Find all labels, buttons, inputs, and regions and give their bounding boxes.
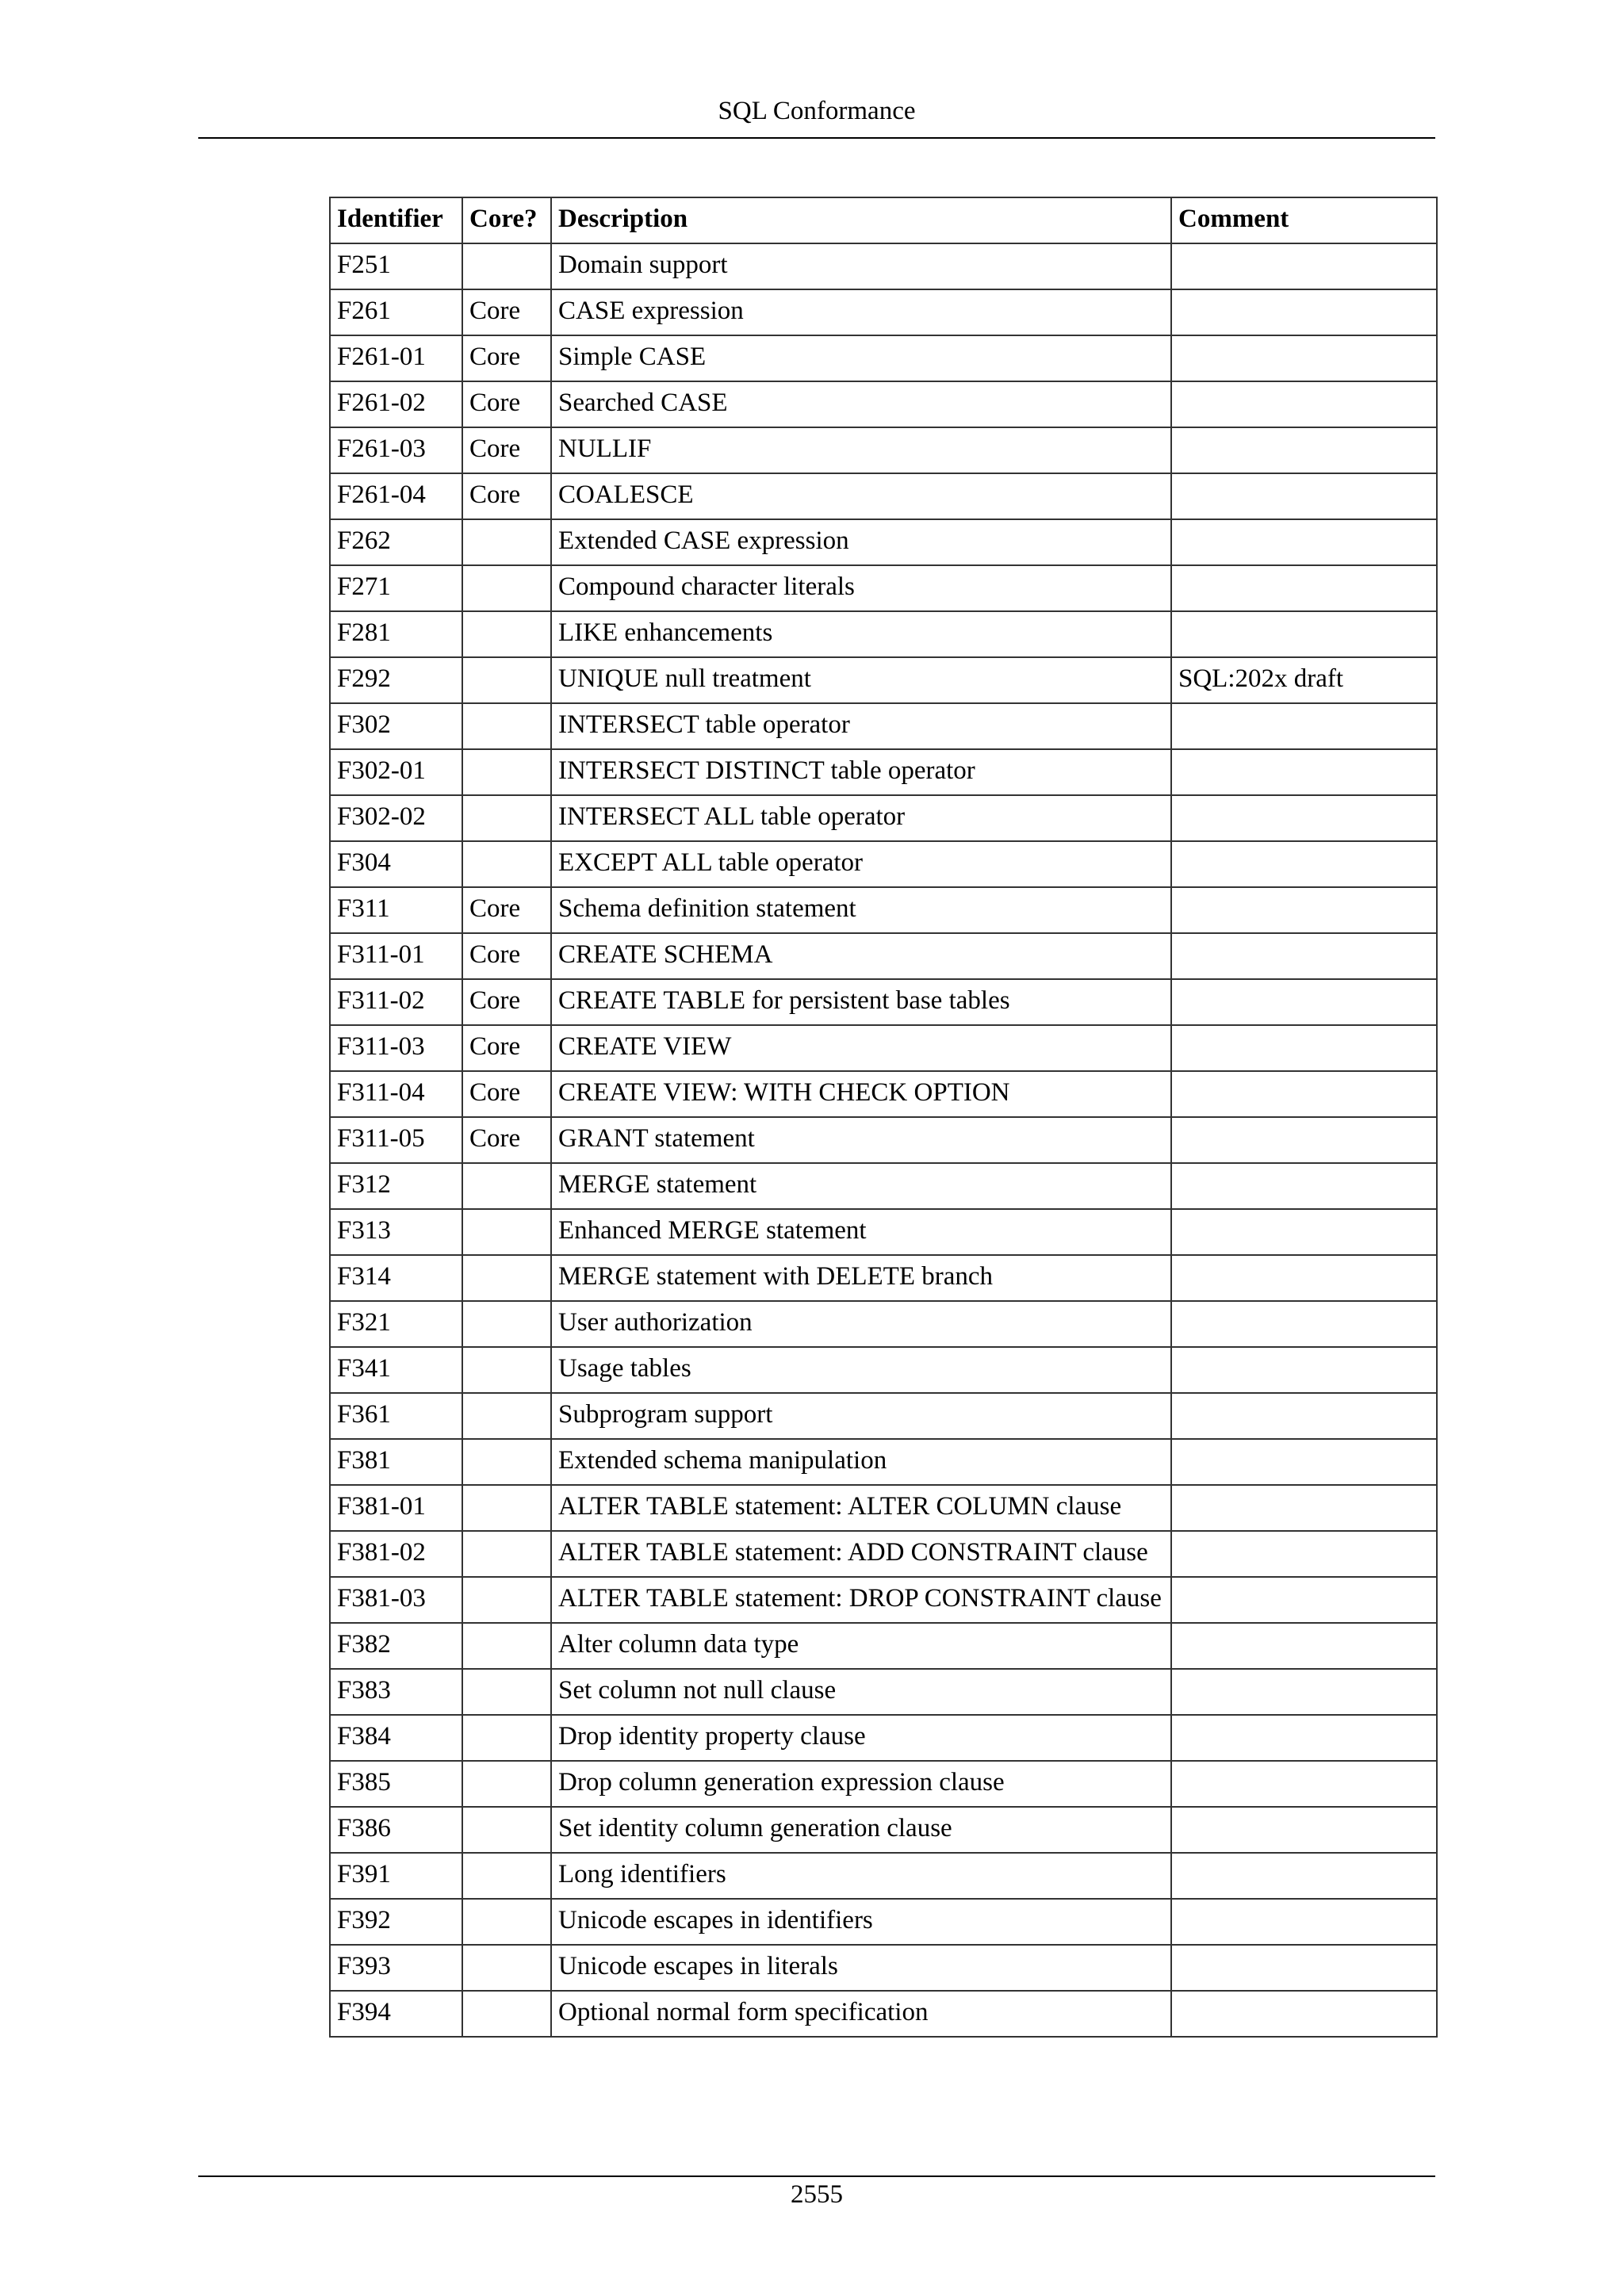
table-body [330,243,1437,2037]
cell-core [462,1255,551,1301]
cell-core: Core [462,1025,551,1071]
table-row [330,887,1437,933]
table-row [330,749,1437,795]
cell-core [462,795,551,841]
cell-description: Alter column data type [551,1623,1171,1669]
table-row [330,381,1437,427]
cell-description: NULLIF [551,427,1171,473]
cell-comment [1171,519,1437,565]
table-row [330,1577,1437,1623]
table-row [330,1945,1437,1991]
table-row [330,703,1437,749]
cell-identifier: F386 [330,1807,462,1853]
cell-core [462,1945,551,1991]
table-row [330,243,1437,289]
cell-comment [1171,1945,1437,1991]
cell-core [462,1163,551,1209]
table-row [330,1853,1437,1899]
cell-identifier: F394 [330,1991,462,2037]
cell-identifier: F391 [330,1853,462,1899]
table-row [330,979,1437,1025]
cell-identifier: F311 [330,887,462,933]
cell-identifier: F262 [330,519,462,565]
table-row [330,1715,1437,1761]
cell-description: Compound character literals [551,565,1171,611]
cell-description: Drop column generation expression clause [551,1761,1171,1807]
table-row [330,1991,1437,2037]
conformance-table [329,197,1438,2038]
table-row [330,795,1437,841]
cell-comment [1171,335,1437,381]
table-row [330,1025,1437,1071]
cell-comment [1171,243,1437,289]
cell-comment [1171,703,1437,749]
cell-identifier: F311-05 [330,1117,462,1163]
table-row [330,1899,1437,1945]
cell-identifier: F385 [330,1761,462,1807]
column-header-comment: Comment [1171,197,1437,243]
cell-core: Core [462,473,551,519]
cell-description: CREATE SCHEMA [551,933,1171,979]
cell-description: Unicode escapes in identifiers [551,1899,1171,1945]
cell-identifier: F384 [330,1715,462,1761]
cell-comment [1171,887,1437,933]
table-row [330,841,1437,887]
cell-core [462,611,551,657]
cell-core: Core [462,335,551,381]
cell-core: Core [462,427,551,473]
cell-core: Core [462,979,551,1025]
cell-description: User authorization [551,1301,1171,1347]
table-row [330,1301,1437,1347]
cell-comment [1171,841,1437,887]
cell-comment [1171,473,1437,519]
footer-rule [198,2175,1435,2177]
cell-core [462,1669,551,1715]
cell-identifier: F261-04 [330,473,462,519]
cell-identifier: F302-01 [330,749,462,795]
cell-comment [1171,1255,1437,1301]
table-row [330,1807,1437,1853]
cell-identifier: F392 [330,1899,462,1945]
cell-core [462,1439,551,1485]
cell-comment [1171,1991,1437,2037]
cell-core [462,243,551,289]
cell-description: Simple CASE [551,335,1171,381]
header-rule [198,137,1435,139]
cell-comment [1171,427,1437,473]
cell-core [462,1853,551,1899]
cell-identifier: F341 [330,1347,462,1393]
cell-identifier: F261-02 [330,381,462,427]
cell-description: EXCEPT ALL table operator [551,841,1171,887]
table-row [330,1117,1437,1163]
cell-comment [1171,1853,1437,1899]
cell-identifier: F381-02 [330,1531,462,1577]
table-row [330,611,1437,657]
cell-core: Core [462,1071,551,1117]
page-header-title: SQL Conformance [718,97,916,125]
cell-description: Unicode escapes in literals [551,1945,1171,1991]
cell-identifier: F251 [330,243,462,289]
cell-description: MERGE statement [551,1163,1171,1209]
column-header-core: Core? [462,197,551,243]
cell-comment [1171,1485,1437,1531]
cell-description: CREATE TABLE for persistent base tables [551,979,1171,1025]
table-row [330,1209,1437,1255]
cell-comment [1171,1531,1437,1577]
cell-core [462,1393,551,1439]
table-row [330,1071,1437,1117]
table-row [330,933,1437,979]
cell-description: Enhanced MERGE statement [551,1209,1171,1255]
cell-comment [1171,1623,1437,1669]
cell-core [462,1577,551,1623]
cell-comment [1171,1577,1437,1623]
cell-comment [1171,1301,1437,1347]
cell-identifier: F381-01 [330,1485,462,1531]
table-row [330,519,1437,565]
cell-description: Set column not null clause [551,1669,1171,1715]
cell-description: Optional normal form specification [551,1991,1171,2037]
cell-identifier: F304 [330,841,462,887]
cell-comment [1171,749,1437,795]
cell-description: ALTER TABLE statement: DROP CONSTRAINT clause [551,1577,1171,1623]
cell-description: CASE expression [551,289,1171,335]
cell-comment [1171,1347,1437,1393]
cell-core [462,1899,551,1945]
cell-comment: SQL:202x draft [1171,657,1437,703]
table-row [330,473,1437,519]
cell-description: Extended schema manipulation [551,1439,1171,1485]
cell-identifier: F302 [330,703,462,749]
table-row [330,1761,1437,1807]
cell-identifier: F381 [330,1439,462,1485]
cell-identifier: F311-04 [330,1071,462,1117]
cell-core: Core [462,887,551,933]
table-row [330,335,1437,381]
cell-comment [1171,1393,1437,1439]
cell-comment [1171,979,1437,1025]
page-number: 2555 [791,2180,843,2209]
table-row [330,657,1437,703]
cell-core [462,1209,551,1255]
cell-core [462,1531,551,1577]
cell-comment [1171,611,1437,657]
cell-identifier: F361 [330,1393,462,1439]
cell-description: Searched CASE [551,381,1171,427]
cell-core [462,1761,551,1807]
table-row [330,1623,1437,1669]
cell-core [462,1301,551,1347]
cell-core [462,1807,551,1853]
cell-description: INTERSECT table operator [551,703,1171,749]
cell-comment [1171,1899,1437,1945]
cell-description: COALESCE [551,473,1171,519]
cell-comment [1171,1117,1437,1163]
table-row [330,1669,1437,1715]
cell-identifier: F393 [330,1945,462,1991]
cell-core [462,1623,551,1669]
cell-description: Domain support [551,243,1171,289]
column-header-identifier: Identifier [330,197,462,243]
cell-identifier: F313 [330,1209,462,1255]
cell-description: INTERSECT ALL table operator [551,795,1171,841]
cell-identifier: F292 [330,657,462,703]
cell-core [462,841,551,887]
cell-description: Set identity column generation clause [551,1807,1171,1853]
cell-description: CREATE VIEW [551,1025,1171,1071]
cell-comment [1171,289,1437,335]
table-row [330,1163,1437,1209]
cell-description: ALTER TABLE statement: ADD CONSTRAINT clause [551,1531,1171,1577]
cell-core [462,703,551,749]
cell-identifier: F312 [330,1163,462,1209]
cell-description: Extended CASE expression [551,519,1171,565]
cell-identifier: F281 [330,611,462,657]
cell-description: CREATE VIEW: WITH CHECK OPTION [551,1071,1171,1117]
cell-description: ALTER TABLE statement: ALTER COLUMN clause [551,1485,1171,1531]
cell-comment [1171,1025,1437,1071]
cell-comment [1171,1761,1437,1807]
cell-identifier: F311-02 [330,979,462,1025]
table-row [330,427,1437,473]
cell-comment [1171,795,1437,841]
cell-core [462,1347,551,1393]
table-row [330,1393,1437,1439]
cell-identifier: F261-01 [330,335,462,381]
cell-identifier: F314 [330,1255,462,1301]
column-header-description: Description [551,197,1171,243]
cell-core [462,1485,551,1531]
cell-core: Core [462,289,551,335]
cell-identifier: F382 [330,1623,462,1669]
cell-identifier: F261-03 [330,427,462,473]
cell-identifier: F311-03 [330,1025,462,1071]
cell-description: INTERSECT DISTINCT table operator [551,749,1171,795]
cell-core [462,1991,551,2037]
table-row [330,1255,1437,1301]
cell-comment [1171,1071,1437,1117]
cell-core [462,1715,551,1761]
table-row [330,1531,1437,1577]
cell-identifier: F302-02 [330,795,462,841]
cell-comment [1171,565,1437,611]
cell-description: Usage tables [551,1347,1171,1393]
cell-identifier: F261 [330,289,462,335]
cell-description: Schema definition statement [551,887,1171,933]
cell-core: Core [462,381,551,427]
cell-description: Long identifiers [551,1853,1171,1899]
cell-core: Core [462,933,551,979]
table-row [330,1485,1437,1531]
cell-description: GRANT statement [551,1117,1171,1163]
cell-identifier: F383 [330,1669,462,1715]
cell-description: UNIQUE null treatment [551,657,1171,703]
cell-comment [1171,1807,1437,1853]
cell-comment [1171,1669,1437,1715]
cell-identifier: F381-03 [330,1577,462,1623]
table-row [330,1347,1437,1393]
cell-comment [1171,1439,1437,1485]
cell-core [462,657,551,703]
cell-comment [1171,1163,1437,1209]
cell-comment [1171,381,1437,427]
cell-comment [1171,1715,1437,1761]
table-row [330,289,1437,335]
cell-description: MERGE statement with DELETE branch [551,1255,1171,1301]
cell-identifier: F321 [330,1301,462,1347]
cell-identifier: F271 [330,565,462,611]
cell-description: LIKE enhancements [551,611,1171,657]
cell-comment [1171,933,1437,979]
cell-comment [1171,1209,1437,1255]
cell-core [462,519,551,565]
table-header-row [330,197,1437,243]
table-row [330,565,1437,611]
cell-description: Subprogram support [551,1393,1171,1439]
cell-core: Core [462,1117,551,1163]
cell-description: Drop identity property clause [551,1715,1171,1761]
cell-core [462,749,551,795]
cell-identifier: F311-01 [330,933,462,979]
table-row [330,1439,1437,1485]
cell-core [462,565,551,611]
